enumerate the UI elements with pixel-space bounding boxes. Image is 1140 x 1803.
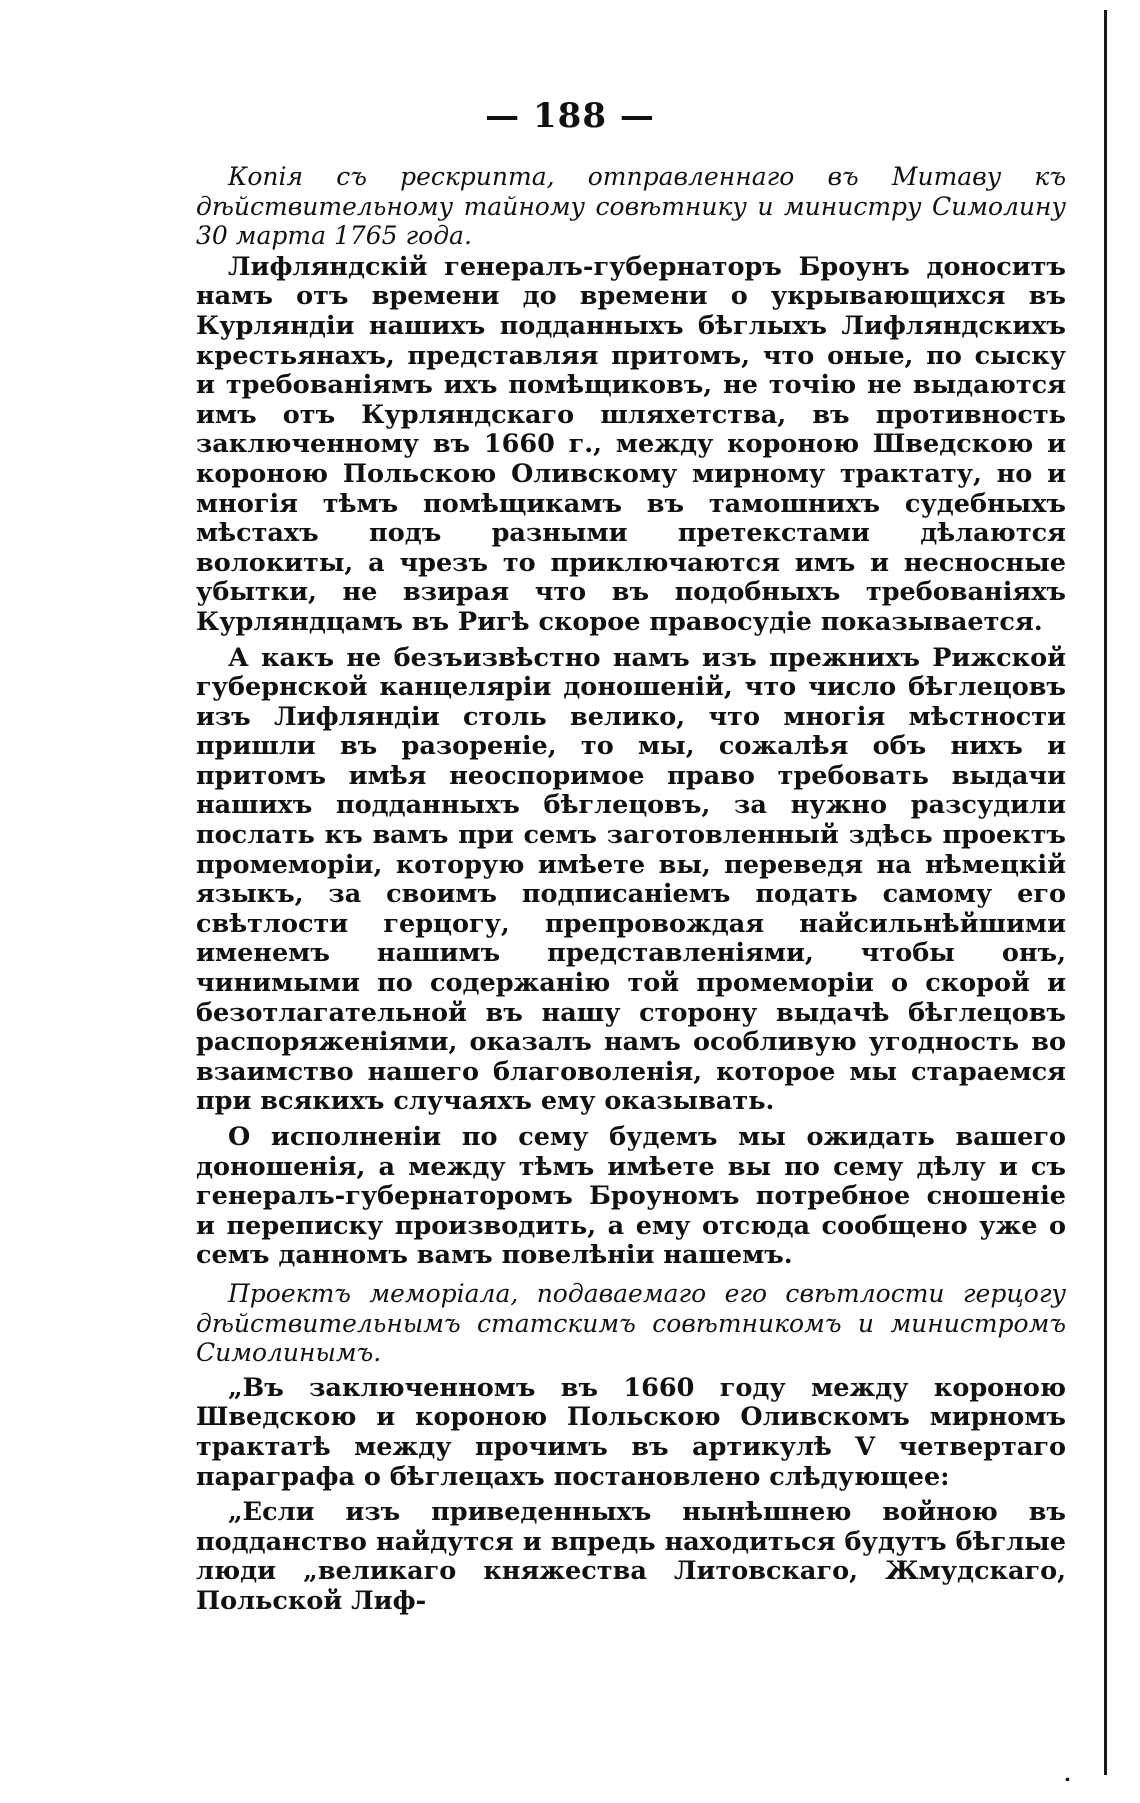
paragraph: О исполненіи по сему будемъ мы ожидать вашего доношенія, а между тѣмъ имѣете вы по сему дѣлу и съ генералъ-губернаторомъ Броуномъ потребное сношеніе и переписку производить, а ему отсюда сообщено уже о семъ данномъ вамъ повелѣніи нашемъ.	[196, 1122, 1066, 1271]
paragraph: Лифляндскій генералъ-губернаторъ Броунъ доноситъ намъ отъ времени до времени о укрывающихся въ Курляндіи нашихъ подданныхъ бѣглыхъ Лифляндскихъ крестьянахъ, представляя притомъ, что оные, по сыску и требованіямъ ихъ помѣщиковъ, не точію не выдаются имъ отъ Курляндскаго шляхетства, въ противность заключенному въ 1660 г., между короною Шведскою и короною Польскою Оливскому мирному трактату, но и многія тѣмъ помѣщикамъ въ тамошнихъ судебныхъ мѣстахъ подъ разными претекстами дѣлаются волокиты, а чрезъ то приключаются имъ и несносные убытки, не взирая что въ подобныхъ требованіяхъ Курляндцамъ въ Ригѣ скорое правосудіе показывается.	[196, 251, 1066, 637]
paragraph: А какъ не безъизвѣстно намъ изъ прежнихъ Рижской губернской канцеляріи доношеній, что число бѣглецовъ изъ Лифляндіи столь велико, что многія мѣстности пришли въ разореніе, то мы, сожалѣя объ нихъ и притомъ имѣя неоспоримое право требовать выдачи нашихъ подданныхъ бѣглецовъ, за нужно разсудили послать къ вамъ при семъ заготовленный здѣсь проектъ промеморіи, которую имѣете вы, переведя на нѣмецкій языкъ, за своимъ подписаніемъ подать самому его свѣтлости герцогу, препровождая найсильнѣйшими именемъ нашимъ представленіями, чтобы онъ, чинимыми по содержанію той промеморіи о скорой и безотлагательной въ нашу сторону выдачѣ бѣглецовъ распоряженіями, оказалъ намъ особливую угодность во взаимство нашего благоволенія, которое мы стараемся при всякихъ случаяхъ ему оказывать.	[196, 642, 1066, 1117]
paragraph: „Въ заключенномъ въ 1660 году между короною Шведскою и короною Польскою Оливскомъ мирномъ трактатѣ между прочимъ въ артикулѣ V четвертаго параграфа о бѣглецахъ постановлено слѣдующее:	[196, 1372, 1066, 1492]
page-edge-rule	[1104, 10, 1107, 1775]
section-heading-rescript: Копія съ рескрипта, отправленнаго въ Митаву къ дѣйствительному тайному совѣтнику и министру Симолину 30 марта 1765 года.	[196, 162, 1066, 251]
page-number: — 188 —	[485, 96, 655, 136]
body-text	[196, 162, 1066, 1617]
paragraph: „Если изъ приведенныхъ нынѣшнею войною въ подданство найдутся и впредь находиться будутъ бѣглые люди „великаго княжества Литовскаго, Жмудскаго, Польской Лиф-	[196, 1497, 1066, 1616]
footer-mark: .	[1064, 1762, 1071, 1786]
section-heading-memorial: Проектъ меморіала, подаваемаго его свѣтлости герцогу дѣйствительнымъ статскимъ совѣтникомъ и министромъ Симолинымъ.	[196, 1278, 1066, 1368]
